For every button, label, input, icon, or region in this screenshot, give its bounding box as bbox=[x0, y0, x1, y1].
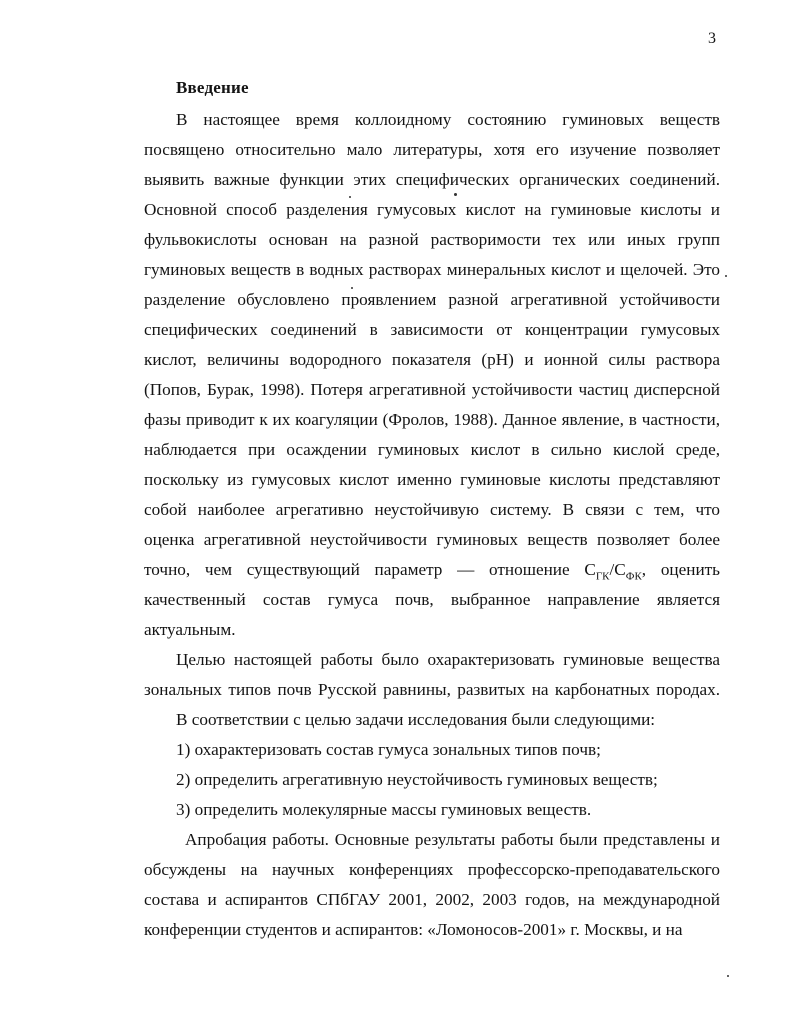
text-line: оценка агрегативной неустойчивости гуминовых веществ позволяет более bbox=[144, 530, 720, 549]
text-line: кислот, величины водородного показателя (pH) и ионной силы раствора bbox=[144, 350, 720, 369]
list-item: 3) определить молекулярные массы гуминовых веществ. bbox=[176, 800, 592, 819]
ratio-subscript-fk: ФК bbox=[625, 570, 642, 583]
list-item: 2) определить агрегативную неустойчивость гуминовых веществ; bbox=[176, 770, 658, 789]
ratio-slash: /С bbox=[609, 560, 626, 579]
text-line: разделение обусловлено проявлением разной агрегативной устойчивости bbox=[144, 290, 720, 309]
text-line: актуальным. bbox=[144, 620, 236, 639]
scan-speck bbox=[727, 975, 729, 977]
text-line: выявить важные функции этих специфических органических соединений. bbox=[144, 170, 720, 189]
text-line: (Попов, Бурак, 1998). Потеря агрегативной устойчивости частиц дисперсной bbox=[144, 380, 720, 399]
text-line: посвящено относительно мало литературы, хотя его изучение позволяет bbox=[144, 140, 720, 159]
ratio-text-line bbox=[144, 560, 720, 586]
text-line: обсуждены на научных конференциях профессорско-преподавательского bbox=[144, 860, 720, 879]
scan-speck bbox=[454, 193, 457, 196]
text-line: фазы приводит к их коагуляции (Фролов, 1988). Данное явление, в частности, bbox=[144, 410, 720, 429]
text-line: Основной способ разделения гумусовых кислот на гуминовые кислоты и bbox=[144, 200, 720, 219]
list-item: 1) охарактеризовать состав гумуса зональных типов почв; bbox=[176, 740, 601, 759]
ratio-subscript-gk: ГК bbox=[595, 570, 610, 583]
ratio-line-after: , оценить bbox=[641, 560, 720, 579]
text-line: Апробация работы. Основные результаты работы были представлены и bbox=[185, 830, 720, 849]
text-line: специфических соединений в зависимости от концентрации гумусовых bbox=[144, 320, 720, 339]
text-line: гуминовых веществ в водных растворах минеральных кислот и щелочей. Это bbox=[144, 260, 720, 279]
text-line: качественный состав гумуса почв, выбранное направление является bbox=[144, 590, 720, 609]
text-line: зональных типов почв Русской равнины, развитых на карбонатных породах. bbox=[144, 680, 720, 699]
text-line: собой наиболее агрегативно неустойчивую систему. В связи с тем, что bbox=[144, 500, 720, 519]
scan-speck bbox=[349, 196, 351, 198]
text-line: конференции студентов и аспирантов: «Ломоносов-2001» г. Москвы, и на bbox=[144, 920, 683, 939]
ratio-line-before: точно, чем существующий параметр — отношение С bbox=[144, 560, 596, 579]
text-line: поскольку из гумусовых кислот именно гуминовые кислоты представляют bbox=[144, 470, 720, 489]
text-line: В настоящее время коллоидному состоянию гуминовых веществ bbox=[176, 110, 720, 129]
text-line: В соответствии с целью задачи исследования были следующими: bbox=[176, 710, 656, 729]
scan-speck bbox=[725, 275, 727, 277]
text-line: Целью настоящей работы было охарактеризовать гуминовые вещества bbox=[176, 650, 720, 669]
section-heading: Введение bbox=[176, 78, 249, 97]
text-line: наблюдается при осаждении гуминовых кислот в сильно кислой среде, bbox=[144, 440, 720, 459]
page-number: 3 bbox=[708, 30, 716, 47]
text-line: фульвокислоты основан на разной растворимости тех или иных групп bbox=[144, 230, 720, 249]
scan-speck bbox=[351, 287, 353, 289]
text-line: состава и аспирантов СПбГАУ 2001, 2002, 2003 годов, на международной bbox=[144, 890, 720, 909]
